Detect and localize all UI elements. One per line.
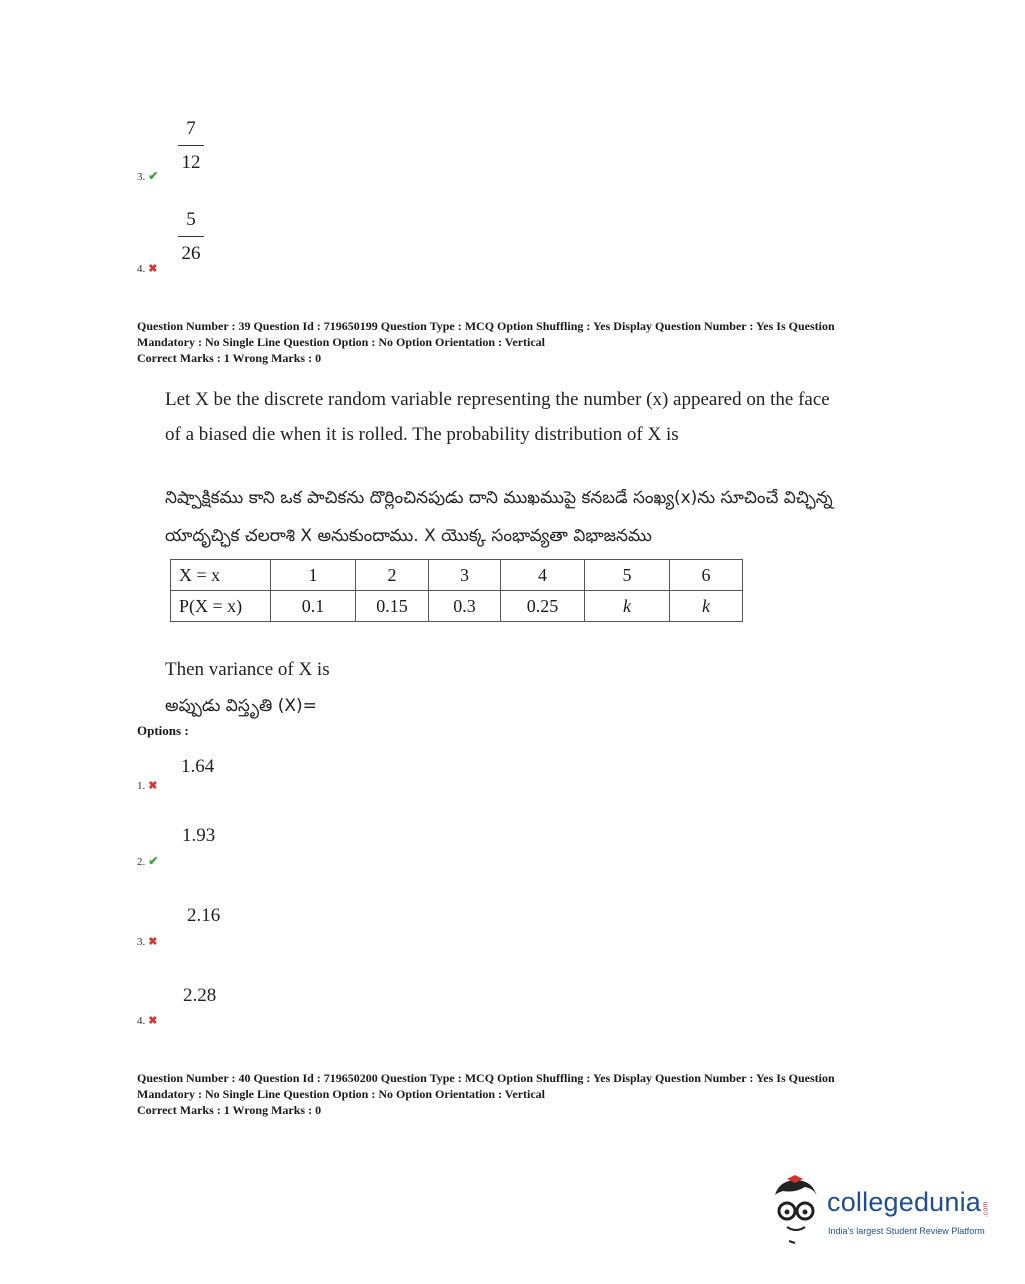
collegedunia-logo [765, 1175, 995, 1245]
prev-option-4-label [137, 262, 157, 275]
numerator: 7 [186, 118, 196, 139]
q39-text-english [165, 382, 830, 452]
fraction-bar [178, 145, 204, 146]
table-cell: 0.3 [429, 591, 501, 622]
option-number: 2. [137, 855, 146, 868]
q39-metadata [137, 318, 917, 366]
table-cell: 4 [501, 560, 585, 591]
option-2-value: 1.93 [182, 825, 216, 846]
cross-icon: ✖ [148, 263, 158, 275]
option-number: 1. [137, 779, 146, 792]
cross-icon: ✖ [148, 780, 158, 792]
check-icon: ✔ [148, 169, 159, 183]
option-number: 3. [137, 170, 146, 183]
logo-wordmark [827, 1187, 994, 1218]
option-3-value: 2.16 [187, 905, 221, 926]
meta-line: Correct Marks : 1 Wrong Marks : 0 [137, 1103, 322, 1117]
table-cell: 0.15 [356, 591, 429, 622]
table-cell: 2 [356, 560, 429, 591]
table-cell: 0.1 [271, 591, 356, 622]
q39-text-telugu-line1: నిష్పాక్షికము కాని ఒక పాచికను దొర్లించినపుడు దాని ముఖముపై కనబడే సంఖ్య(x)ను సూచించే విచ్ఛిన్న [165, 488, 833, 508]
table-cell: k [670, 591, 743, 622]
option-2-label [137, 854, 158, 869]
meta-line: Question Number : 39 Question Id : 719650199 Question Type : MCQ Option Shuffling : Yes Display Question Number : Yes Is Question [137, 319, 835, 333]
cross-icon: ✖ [148, 1015, 158, 1027]
q39-text-telugu-line2: యాదృచ్ఛిక చలరాశి X అనుకుందాము. X యొక్క సంభావ్యతా విభాజనము [165, 526, 652, 546]
option-1-label [137, 779, 157, 792]
table-cell: P(X = x) [171, 591, 271, 622]
table-cell: 0.25 [501, 591, 585, 622]
options-label: Options : [137, 723, 189, 738]
denominator: 26 [181, 243, 201, 264]
q39-then-english: Then variance of X is [165, 659, 330, 680]
meta-line: Mandatory : No Single Line Question Option : No Option Orientation : Vertical [137, 1087, 546, 1101]
option-number: 4. [137, 1014, 146, 1027]
table-cell: 3 [429, 560, 501, 591]
q40-metadata [137, 1070, 917, 1118]
logo-tagline: India's largest Student Review Platform [828, 1226, 985, 1236]
option-4-label [137, 1014, 157, 1027]
option-number: 4. [137, 262, 146, 275]
mascot-icon [765, 1175, 827, 1245]
fraction-bar [178, 236, 204, 237]
brand-suffix: .com [982, 1201, 990, 1218]
table-cell: 6 [670, 560, 743, 591]
table-cell: 5 [585, 560, 670, 591]
table-cell: 1 [271, 560, 356, 591]
check-icon: ✔ [148, 854, 159, 868]
prev-option-4-fraction [178, 209, 204, 265]
table-row-p [171, 591, 743, 622]
question-line: Let X be the discrete random variable representing the number (x) appeared on the face [165, 389, 830, 410]
numerator: 5 [186, 209, 196, 230]
brand-name: collegedunia [827, 1187, 982, 1217]
table-cell: X = x [171, 560, 271, 591]
meta-line: Correct Marks : 1 Wrong Marks : 0 [137, 351, 322, 365]
option-3-label [137, 935, 157, 948]
question-line: of a biased die when it is rolled. The probability distribution of X is [165, 424, 679, 445]
prev-option-3-label [137, 169, 158, 184]
meta-line: Question Number : 40 Question Id : 719650200 Question Type : MCQ Option Shuffling : Yes Display Question Number : Yes Is Question [137, 1071, 835, 1085]
probability-distribution-table [170, 559, 743, 622]
denominator: 12 [181, 152, 201, 173]
q39-then-telugu: అప్పుడు విస్తృతి (X)= [165, 696, 317, 716]
option-1-value: 1.64 [181, 756, 215, 777]
option-number: 3. [137, 935, 146, 948]
table-cell: k [585, 591, 670, 622]
table-row-x [171, 560, 743, 591]
prev-option-3-fraction [178, 118, 204, 174]
option-4-value: 2.28 [183, 985, 217, 1006]
meta-line: Mandatory : No Single Line Question Option : No Option Orientation : Vertical [137, 335, 546, 349]
cross-icon: ✖ [148, 936, 158, 948]
